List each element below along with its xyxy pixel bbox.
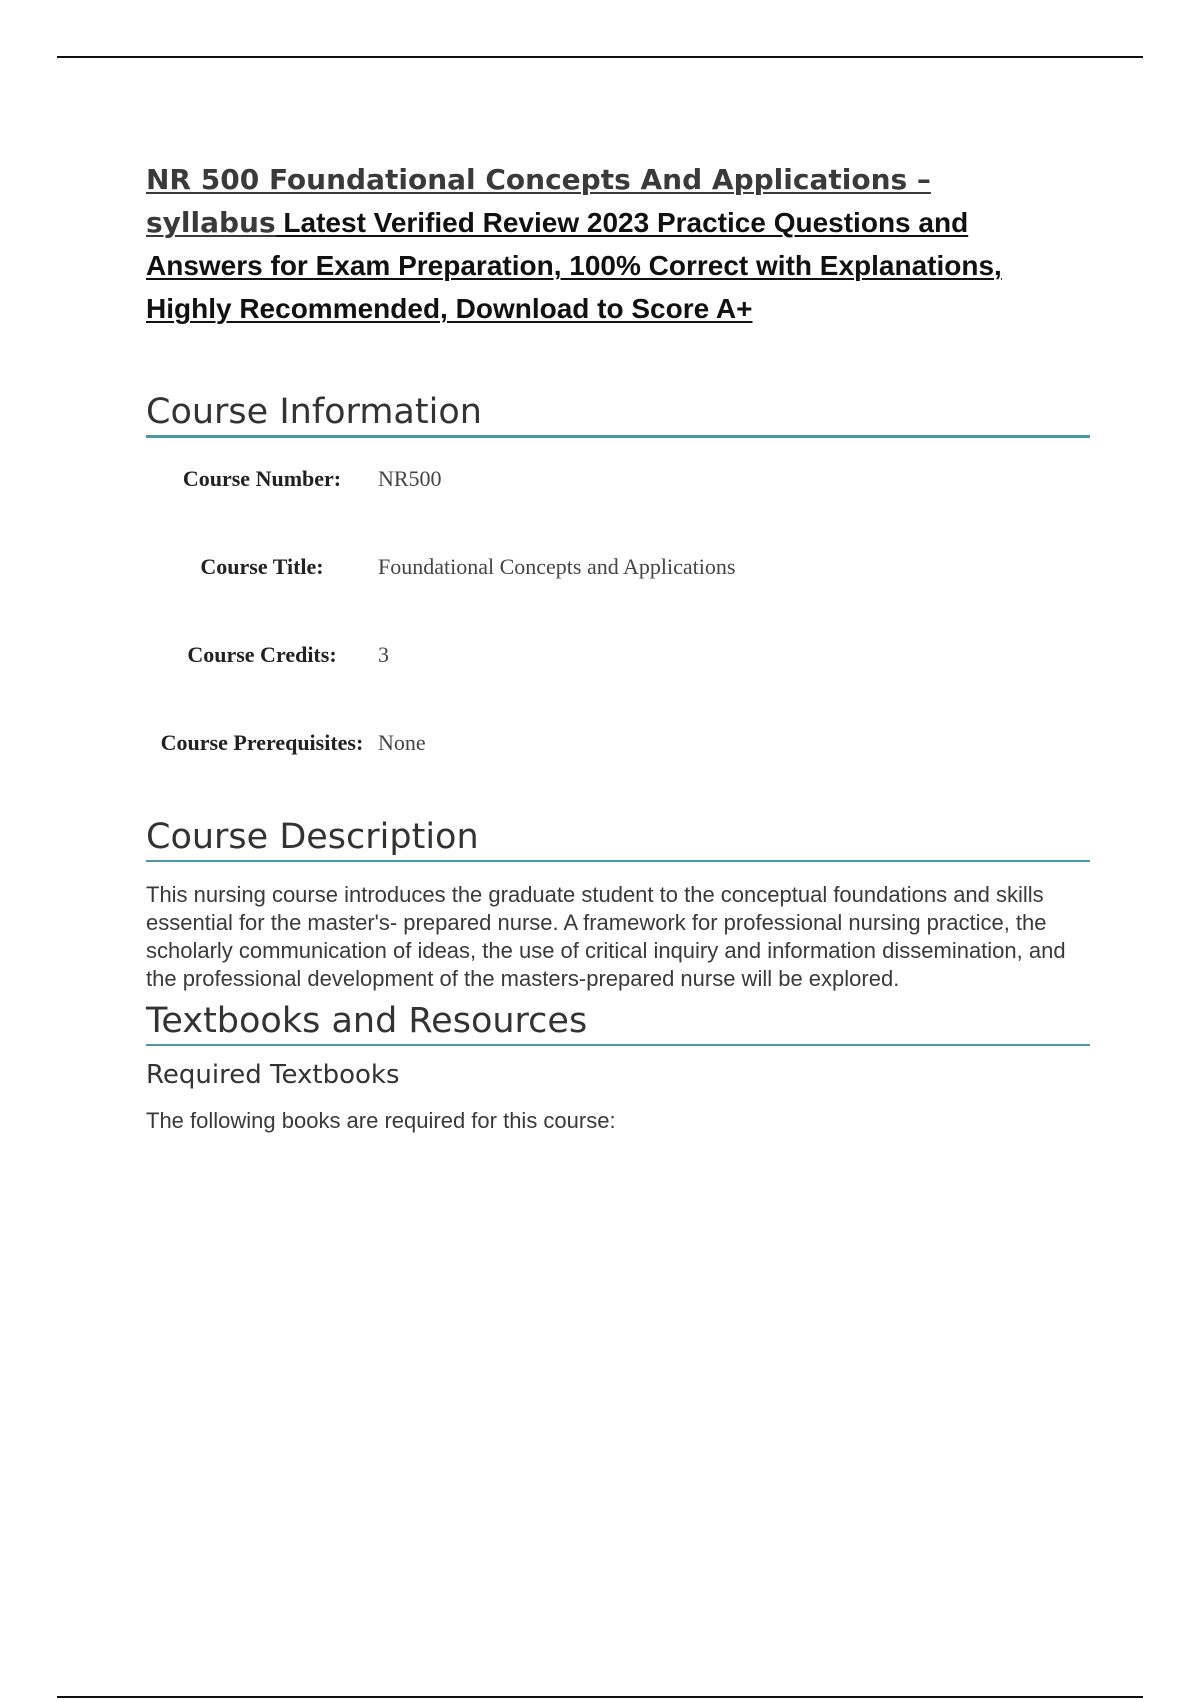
course-title-value: Foundational Concepts and Applications (378, 554, 736, 579)
document-body (146, 158, 1090, 1135)
document-title (146, 158, 1090, 330)
course-number-value: NR500 (378, 466, 442, 491)
course-prerequisites-row (146, 728, 1090, 778)
course-description-text: This nursing course introduces the graduate student to the conceptual foundations and skills essential for the master's- prepared nurse. A framework for professional nursing practice, the scholarly communication of ideas, the use of critical inquiry and information dissemination, and the professional development of the masters-prepared nurse will be explored. (146, 882, 1066, 991)
title-course-name: NR 500 Foundational Concepts And Applications – (146, 163, 931, 196)
textbooks-heading: Textbooks and Resources (146, 999, 1090, 1046)
top-page-rule (57, 56, 1143, 58)
course-number-label: Course Number: (182, 466, 342, 491)
required-textbooks-text: The following books are required for this course: (146, 1108, 616, 1133)
required-textbooks-heading: Required Textbooks (146, 1060, 400, 1090)
title-tagline: Latest Verified Review 2023 Practice Questions and Answers for Exam Preparation, 100% Correct with Explanations, Highly Recommended, Download to Score A+ (146, 207, 1002, 324)
course-prerequisites-label: Course Prerequisites: (160, 730, 364, 755)
course-credits-value: 3 (378, 642, 389, 667)
course-title-label: Course Title: (200, 554, 324, 579)
title-syllabus: syllabus (146, 206, 276, 239)
course-prerequisites-value: None (378, 730, 426, 755)
course-information-heading: Course Information (146, 390, 1090, 438)
course-number-row (146, 464, 1090, 552)
course-description-heading: Course Description (146, 815, 1090, 862)
bottom-page-rule (57, 1696, 1143, 1698)
course-title-row (146, 552, 1090, 640)
course-information-table (146, 464, 1090, 778)
course-credits-label: Course Credits: (187, 642, 337, 667)
course-credits-row (146, 640, 1090, 728)
